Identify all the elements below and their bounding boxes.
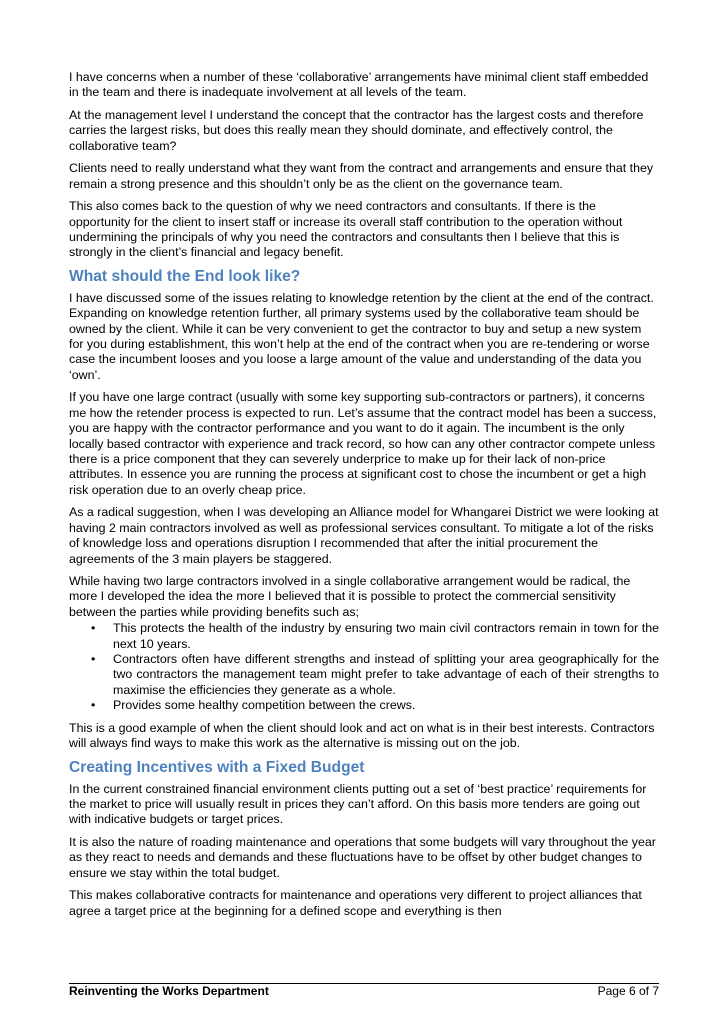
- section-heading: What should the End look like?: [69, 267, 301, 285]
- paragraph: This makes collaborative contracts for maintenance and operations very different to project alliances that agree a target price at the beginning for a defined scope and everything is then: [69, 888, 642, 918]
- bullet-icon: •: [91, 621, 96, 636]
- bullet-list: [69, 621, 659, 713]
- bullet-icon: •: [91, 652, 96, 667]
- list-item-text: This protects the health of the industry by ensuring two main civil contractors remain in town for the next 10 years.: [113, 621, 659, 651]
- paragraph: Clients need to really understand what they want from the contract and arrangements and ensure that they remain a strong presence and this shouldn’t only be as the client on the governance team.: [69, 161, 654, 191]
- paragraph: If you have one large contract (usually with some key supporting sub-contractors or partners), it concerns me how the retender process is expected to run. Let’s assume that the contract model has been a success, you are happy with the contractor performance and you want to do it again. The incumbent is the only locally based contractor with experience and track record, so how can any other contractor compete unless there is a price component that they can severely underprice to make up for their lack of non-price attributes. In essence you are running the process at significant cost to chose the incumbent or get a high risk operation due to an overly cheap price.: [69, 390, 657, 497]
- paragraph: I have discussed some of the issues relating to knowledge retention by the client at the end of the contract. Expanding on knowledge retention further, all primary systems used by the collaborative team should be owned by the client. While it can be very convenient to get the contractor to buy and setup a new system for you during establishment, this won’t help at the end of the contract when you are re-tendering or worse case the incumbent looses and you loose a large amount of the value and understanding of the data you ‘own’.: [69, 290, 654, 382]
- paragraph: While having two large contractors involved in a single collaborative arrangement would be radical, the more I developed the idea the more I believed that it is possible to protect the commercial sensitivity between the parties while providing benefits such as;: [69, 574, 631, 619]
- paragraph: As a radical suggestion, when I was developing an Alliance model for Whangarei District we were looking at having 2 main contractors involved as well as professional services consultant. To mitigate a lot of the risks of knowledge loss and operations disruption I recommended that after the initial procurement the agreements of the 3 main players be staggered.: [69, 505, 659, 566]
- paragraph: In the current constrained financial environment clients putting out a set of ‘best practice’ requirements for the market to price will usually result in prices they can’t afford. On this basis more tenders are going out with indicative budgets or target prices.: [69, 781, 647, 827]
- list-item: [69, 621, 659, 652]
- paragraph: It is also the nature of roading maintenance and operations that some budgets will vary throughout the year as they react to needs and demands and these fluctuations have to be offset by other budget changes to ensure we stay within the total budget.: [69, 834, 656, 880]
- bullet-icon: •: [91, 698, 96, 713]
- document-body: [69, 70, 659, 926]
- list-item-text: Provides some healthy competition between the crews.: [113, 698, 416, 713]
- page-footer: [69, 983, 659, 998]
- section-heading: Creating Incentives with a Fixed Budget: [69, 758, 365, 776]
- paragraph: This also comes back to the question of why we need contractors and consultants. If there is the opportunity for the client to insert staff or increase its overall staff contribution to the operation without undermining the principals of why you need the contractors and consultants then I believe that this is strongly in the client’s financial and legacy benefit.: [69, 199, 623, 260]
- paragraph: This is a good example of when the client should look and act on what is in their best interests. Contractors will always find ways to make this work as the alternative is missing out on the job.: [69, 720, 655, 751]
- paragraph: At the management level I understand the concept that the contractor has the largest costs and therefore carries the largest risks, but does this really mean they should dominate, and effectively control, the collaborative team?: [69, 107, 644, 153]
- list-item-text: Contractors often have different strengths and instead of splitting your area geographically for the two contractors the management team might prefer to take advantage of each of their strengths to maximise the efficiencies they generate as a whole.: [113, 652, 659, 697]
- list-item: [69, 698, 659, 713]
- paragraph: I have concerns when a number of these ‘collaborative’ arrangements have minimal client staff embedded in the team and there is inadequate involvement at all levels of the team.: [69, 70, 649, 100]
- footer-document-title: Reinventing the Works Department: [69, 984, 269, 998]
- list-item: [69, 652, 659, 698]
- footer-page-number: Page 6 of 7: [597, 984, 659, 998]
